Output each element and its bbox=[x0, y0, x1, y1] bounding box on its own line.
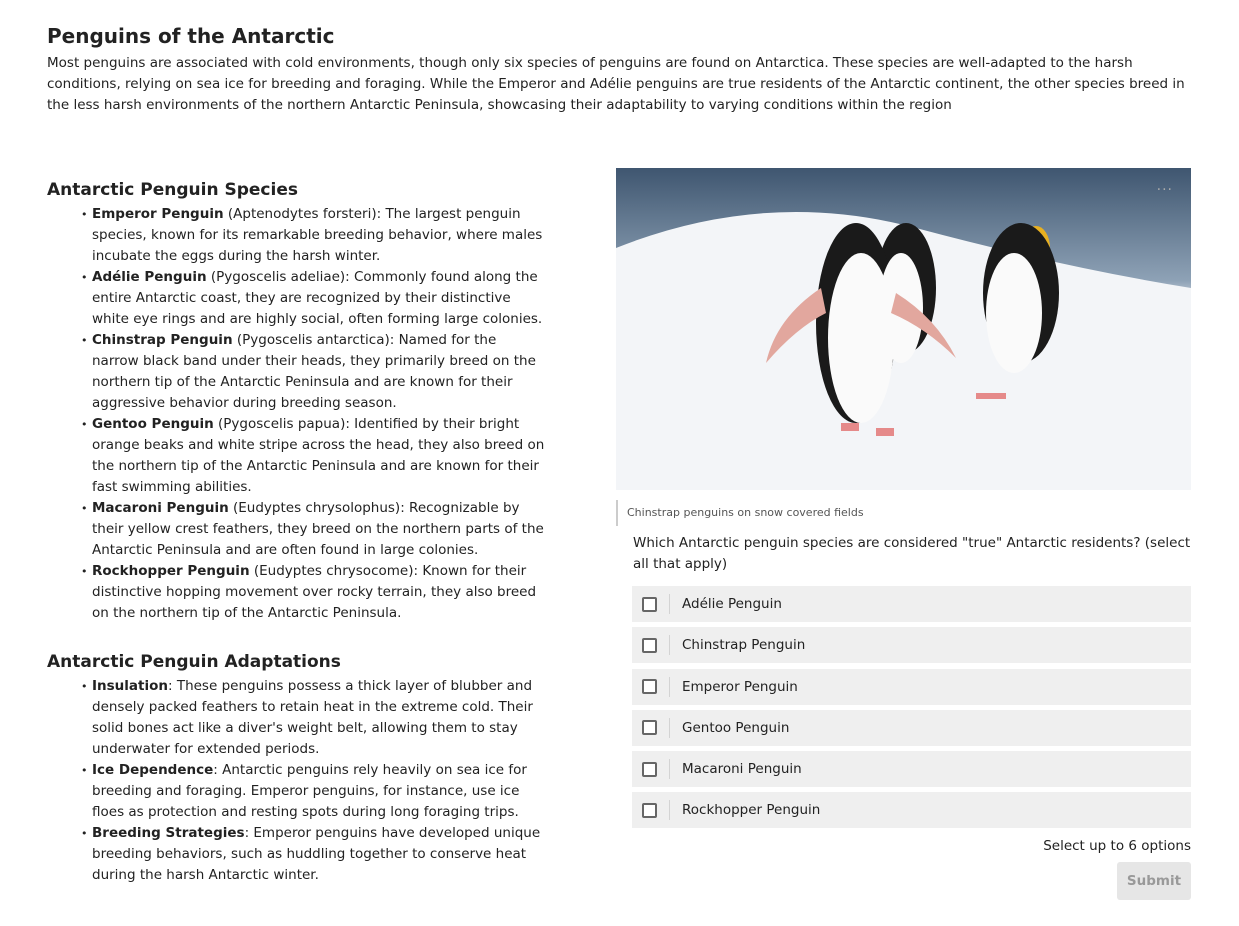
quiz-question: Which Antarctic penguin species are considered "true" Antarctic residents? (select all that apply) bbox=[633, 535, 1191, 572]
option-label: Gentoo Penguin bbox=[682, 719, 790, 736]
item-name: Chinstrap Penguin bbox=[92, 332, 233, 348]
item-name: Insulation bbox=[92, 678, 168, 694]
option-label: Adélie Penguin bbox=[682, 596, 782, 612]
intro-text: Most penguins are associated with cold environments, though only six species of penguins are found on Antarctica. These species are well-adapted to the harsh conditions, relying on sea ice for breeding and foraging. While the Emperor and Adélie penguins are true residents of the Antarctic continent, the other species breed in the less harsh environments of the northern Antarctic Peninsula, showcasing their adaptability to varying conditions within the region bbox=[47, 55, 1185, 113]
checkbox[interactable] bbox=[642, 638, 657, 653]
item-name: Ice Dependence bbox=[92, 762, 214, 778]
item-text: (Eudyptes chrysocome): Known for their distinctive hopping movement over rocky terrain, they also breed on the northern tip of the Antarctic Peninsula. bbox=[92, 563, 537, 621]
item-text: (Pygoscelis adeliae): Commonly found along the entire Antarctic coast, they are recognized by their distinctive white eye rings and are highly social, often forming large colonies. bbox=[92, 269, 543, 327]
divider bbox=[669, 677, 670, 697]
adaptations-heading: Antarctic Penguin Adaptations bbox=[47, 652, 341, 672]
option-macaroni[interactable] bbox=[632, 751, 1191, 787]
list-item bbox=[92, 498, 547, 561]
submit-button[interactable]: Submit bbox=[1117, 862, 1191, 900]
list-item bbox=[92, 267, 547, 330]
list-item bbox=[92, 823, 547, 886]
option-label: Macaroni Penguin bbox=[682, 761, 802, 778]
option-label: Emperor Penguin bbox=[682, 678, 798, 695]
checkbox[interactable] bbox=[642, 762, 657, 777]
item-text: : These penguins possess a thick layer of blubber and densely packed feathers to retain heat in the extreme cold. Their solid bones act like a diver's weight belt, allowing them to stay underwater for extended periods. bbox=[92, 678, 533, 757]
image-caption: Chinstrap penguins on snow covered fields bbox=[616, 500, 864, 526]
option-chinstrap[interactable] bbox=[632, 627, 1191, 663]
divider bbox=[669, 594, 670, 614]
option-emperor[interactable] bbox=[632, 669, 1191, 705]
item-text: (Aptenodytes forsteri): The largest penguin species, known for its remarkable breeding behavior, where males incubate the eggs during the harsh winter. bbox=[92, 206, 543, 264]
species-heading: Antarctic Penguin Species bbox=[47, 180, 298, 200]
checkbox[interactable] bbox=[642, 597, 657, 612]
item-name: Emperor Penguin bbox=[92, 206, 224, 222]
list-item bbox=[92, 204, 547, 267]
list-item bbox=[92, 561, 547, 624]
item-text: (Pygoscelis antarctica): Named for the narrow black band under their heads, they primarily breed on the northern tip of the Antarctic Peninsula and are known for their aggressive behavior during breeding season. bbox=[92, 332, 536, 411]
penguin-photo bbox=[616, 168, 1191, 490]
item-text: (Pygoscelis papua): Identified by their bright orange beaks and white stripe across the head, they also breed on the northern tip of the Antarctic Peninsula and are known for their fast swimming abilities. bbox=[92, 416, 545, 495]
item-name: Adélie Penguin bbox=[92, 269, 207, 285]
divider bbox=[669, 800, 670, 820]
item-name: Rockhopper Penguin bbox=[92, 563, 250, 579]
page-title: Penguins of the Antarctic bbox=[47, 24, 335, 48]
option-label: Chinstrap Penguin bbox=[682, 637, 806, 654]
checkbox[interactable] bbox=[642, 720, 657, 735]
option-rockhopper[interactable] bbox=[632, 792, 1191, 828]
option-adelie[interactable] bbox=[632, 586, 1191, 622]
item-name: Gentoo Penguin bbox=[92, 416, 214, 432]
options-list bbox=[632, 586, 1191, 834]
divider bbox=[669, 718, 670, 738]
option-gentoo[interactable] bbox=[632, 710, 1191, 746]
item-text: : Emperor penguins have developed unique breeding behaviors, such as huddling together to conserve heat during the harsh Antarctic winter. bbox=[92, 825, 541, 883]
adaptations-list bbox=[47, 676, 547, 886]
item-name: Breeding Strategies bbox=[92, 825, 245, 841]
checkbox[interactable] bbox=[642, 803, 657, 818]
option-label: Rockhopper Penguin bbox=[682, 802, 821, 819]
species-list bbox=[47, 204, 547, 624]
more-options-icon[interactable]: ··· bbox=[1156, 182, 1173, 198]
list-item bbox=[92, 760, 547, 823]
checkbox[interactable] bbox=[642, 679, 657, 694]
list-item bbox=[92, 414, 547, 498]
divider bbox=[669, 759, 670, 779]
list-item bbox=[92, 330, 547, 414]
item-text: (Eudyptes chrysolophus): Recognizable by their yellow crest feathers, they breed on the northern parts of the Antarctic Peninsula and are often found in large colonies. bbox=[92, 500, 544, 558]
item-name: Macaroni Penguin bbox=[92, 500, 229, 516]
item-text: : Antarctic penguins rely heavily on sea ice for breeding and foraging. Emperor penguins, for instance, use ice floes as protection and resting spots during long foraging trips. bbox=[92, 762, 527, 820]
info-column bbox=[47, 180, 547, 914]
selection-hint: Select up to 6 options bbox=[1043, 838, 1191, 854]
penguin-illustration bbox=[616, 168, 1191, 490]
divider bbox=[669, 635, 670, 655]
list-item bbox=[92, 676, 547, 760]
